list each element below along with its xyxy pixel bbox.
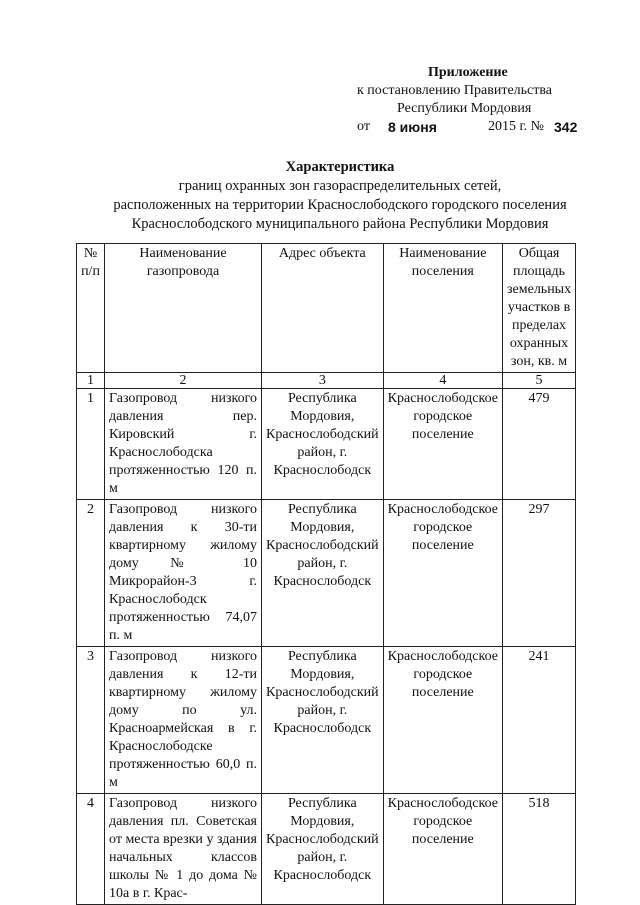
pipeline-name: Газопровод низкого давления к 12-ти квартирному жилому дому по ул. Красноармейская в г. Краснослободске протяженностью 60,0 п. м xyxy=(105,647,262,794)
appendix-number: 342 xyxy=(554,119,578,135)
header-settlement: Наименование поселения xyxy=(383,244,502,373)
table-header-row xyxy=(77,244,576,373)
settlement-name: Краснослободское городское поселение xyxy=(383,794,502,905)
document-heading xyxy=(60,158,620,234)
area-value: 479 xyxy=(503,389,576,500)
gas-pipeline-table xyxy=(76,243,576,905)
row-number: 4 xyxy=(77,794,105,905)
document-subtitle-line-3: Краснослободского муниципального района Республики Мордовия xyxy=(131,216,549,232)
pipeline-name: Газопровод низкого давления пл. Советская от места врезки у здания начальных классов школы № 1 до дома № 10а в г. Крас- xyxy=(105,794,262,905)
appendix-from-label: от xyxy=(357,119,370,134)
row-number: 1 xyxy=(77,389,105,500)
column-number: 5 xyxy=(503,373,576,389)
area-value: 241 xyxy=(503,647,576,794)
appendix-title: Приложение xyxy=(428,65,508,80)
object-address: Республика Мордовия, Краснослободский район, г. Краснослободск xyxy=(262,389,384,500)
document-subtitle-line-2: расположенных на территории Краснослободского городского поселения xyxy=(113,197,567,213)
table-row xyxy=(77,647,576,794)
object-address: Республика Мордовия, Краснослободский район, г. Краснослободск xyxy=(262,794,384,905)
table-row xyxy=(77,500,576,647)
settlement-name: Краснослободское городское поселение xyxy=(383,500,502,647)
area-value: 297 xyxy=(503,500,576,647)
object-address: Республика Мордовия, Краснослободский район, г. Краснослободск xyxy=(262,647,384,794)
object-address: Республика Мордовия, Краснослободский район, г. Краснослободск xyxy=(262,500,384,647)
column-number: 4 xyxy=(383,373,502,389)
pipeline-name: Газопровод низкого давления пер. Кировский г. Краснослободска протяженностью 120 п. м xyxy=(105,389,262,500)
appendix-line-2: Республики Мордовия xyxy=(397,101,532,116)
header-address: Адрес объекта xyxy=(262,244,384,373)
pipeline-name: Газопровод низкого давления к 30-ти квартирному жилому дому № 10 Микрорайон-3 г. Краснослободск протяженностью 74,07 п. м xyxy=(105,500,262,647)
settlement-name: Краснослободское городское поселение xyxy=(383,389,502,500)
document-title: Характеристика xyxy=(285,159,395,175)
row-number: 2 xyxy=(77,500,105,647)
settlement-name: Краснослободское городское поселение xyxy=(383,647,502,794)
appendix-line-1: к постановлению Правительства xyxy=(357,83,553,98)
appendix-date: 8 июня xyxy=(388,119,437,135)
column-number: 1 xyxy=(77,373,105,389)
header-number: № п/п xyxy=(77,244,105,373)
area-value: 518 xyxy=(503,794,576,905)
header-area: Общая площадь земельных участков в пределах охранных зон, кв. м xyxy=(503,244,576,373)
table-row xyxy=(77,389,576,500)
document-subtitle-line-1: границ охранных зон газораспределительных сетей, xyxy=(178,178,502,194)
column-number: 2 xyxy=(105,373,262,389)
appendix-year: 2015 г. № xyxy=(488,119,545,134)
row-number: 3 xyxy=(77,647,105,794)
column-number-row xyxy=(77,373,576,389)
header-pipeline-name: Наименование газопровода xyxy=(105,244,262,373)
table-row xyxy=(77,794,576,905)
column-number: 3 xyxy=(262,373,384,389)
